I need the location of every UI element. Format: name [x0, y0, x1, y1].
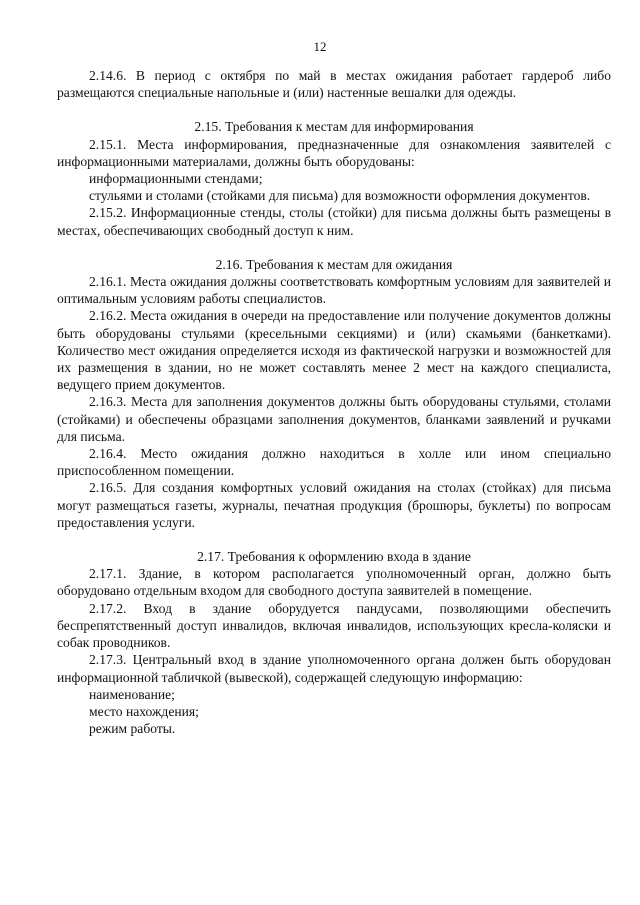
- paragraph: стульями и столами (стойками для письма) для возможности оформления документов.: [89, 188, 591, 204]
- list-item: режим работы.: [89, 721, 176, 737]
- paragraph: 2.15.2. Информационные стенды, столы (стойки) для письма должны быть размещены в местах, обеспечивающих свободный доступ к ним.: [57, 205, 611, 238]
- section-heading: 2.16. Требования к местам для ожидания: [215, 256, 453, 272]
- section-heading: 2.17. Требования к оформлению входа в здание: [197, 549, 471, 565]
- list-item: наименование;: [89, 686, 175, 702]
- paragraph: 2.14.6. В период с октября по май в местах ожидания работает гардероб либо размещаются специальные напольные и (или) настенные вешалки для одежды.: [57, 68, 611, 101]
- paragraph: 2.16.3. Места для заполнения документов должны быть оборудованы стульями, столами (стойками) и обеспечены образцами заполнения документов, бланками заявлений и ручками для письма.: [57, 394, 611, 444]
- section-spacer: [57, 101, 611, 118]
- paragraph: 2.16.1. Места ожидания должны соответствовать комфортным условиям для заявителей и оптимальным условиям работы специалистов.: [57, 274, 611, 307]
- section-spacer: [57, 531, 611, 548]
- paragraph: 2.16.4. Место ожидания должно находиться в холле или ином специально приспособленном помещении.: [57, 446, 611, 479]
- paragraph: 2.17.2. Вход в здание оборудуется пандусами, позволяющими обеспечить беспрепятственный доступ инвалидов, включая инвалидов, использующих кресла-коляски и собак проводников.: [57, 600, 611, 651]
- section-spacer: [57, 239, 611, 256]
- page-number: 12: [313, 39, 327, 54]
- section-heading: 2.15. Требования к местам для информирования: [194, 119, 474, 135]
- paragraph: 2.16.5. Для создания комфортных условий ожидания на столах (стойках) для письма могут размещаться газеты, журналы, печатная продукция (брошюры, буклеты) по вопросам предоставления услуги.: [57, 480, 611, 530]
- paragraph: 2.17.3. Центральный вход в здание уполномоченного органа должен быть оборудован информационной табличкой (вывеской), содержащей следующую информацию:: [57, 652, 611, 685]
- paragraph: 2.16.2. Места ожидания в очереди на предоставление или получение документов должны быть оборудованы стульями (кресельными секциями) и (или) скамьями (банкетками). Количество мест ожидания определяется исходя из фактической нагрузки и возможностей для их размещения в здании, но не может составлять менее 2 мест на каждого специалиста, ведущего прием документов.: [57, 308, 611, 393]
- document-body: [57, 67, 611, 737]
- list-item: информационными стендами;: [89, 171, 263, 187]
- paragraph: 2.17.1. Здание, в котором располагается уполномоченный орган, должно быть оборудовано отдельным входом для свободного доступа заявителей в помещение.: [57, 566, 611, 599]
- list-item: место нахождения;: [89, 703, 199, 719]
- paragraph: 2.15.1. Места информирования, предназначенные для ознакомления заявителей с информационными материалами, должны быть оборудованы:: [57, 136, 611, 169]
